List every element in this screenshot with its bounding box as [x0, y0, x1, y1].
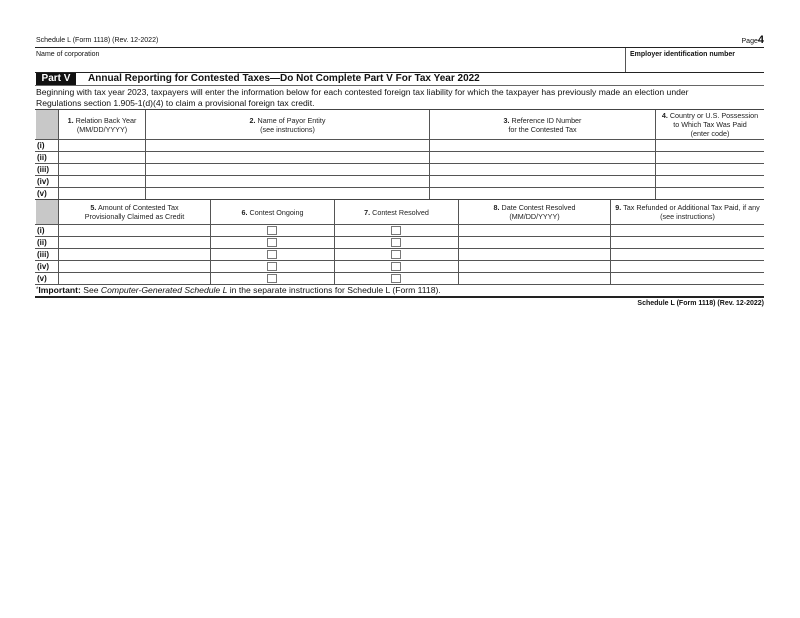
- name-of-corporation-field[interactable]: [36, 60, 624, 72]
- table2-gray-corner: [36, 200, 58, 224]
- table2-row-label: (v): [37, 274, 47, 283]
- name-of-corporation-label: Name of corporation: [36, 51, 100, 58]
- part-tag: Part V: [36, 73, 76, 85]
- table1-row-label: (ii): [37, 153, 47, 162]
- col7-header: 7. Contest Resolved: [364, 208, 429, 217]
- col3-header: 3. Reference ID Number for the Contested Tax: [503, 116, 582, 134]
- col9-header: 9. Tax Refunded or Additional Tax Paid, if any (see instructions): [615, 203, 760, 221]
- page-indicator: [742, 34, 764, 46]
- part-title: Annual Reporting for Contested Taxes—Do Not Complete Part V For Tax Year 2022: [88, 73, 480, 84]
- payor-entity-name-fields[interactable]: [146, 140, 429, 199]
- important-footnote: *Important: See Computer-Generated Schedule L in the separate instructions for Schedule L (Form 1118).: [36, 285, 441, 295]
- contest-resolved-checkbox-ii[interactable]: [391, 238, 401, 247]
- table1-row-label: (v): [37, 189, 47, 198]
- contest-resolved-checkbox-v[interactable]: [391, 274, 401, 283]
- col1-header: 1. Relation Back Year (MM/DD/YYYY): [67, 116, 137, 134]
- contest-ongoing-checkbox-v[interactable]: [267, 274, 277, 283]
- contest-ongoing-checkbox-iii[interactable]: [267, 250, 277, 259]
- table2-row-label: (i): [37, 226, 45, 235]
- table1-row-label: (i): [37, 141, 45, 150]
- table2-row-label: (iii): [37, 250, 49, 259]
- table2-row-label: (iv): [37, 262, 49, 271]
- footer-form-reference: Schedule L (Form 1118) (Rev. 12-2022): [637, 300, 764, 307]
- contest-resolved-checkbox-iv[interactable]: [391, 262, 401, 271]
- table2-row-label: (ii): [37, 238, 47, 247]
- col2-header: 2. Name of Payor Entity (see instructions): [249, 116, 326, 134]
- col5-header: 5. Amount of Contested Tax Provisionally Claimed as Credit: [84, 203, 185, 221]
- col6-header: 6. Contest Ongoing: [241, 208, 304, 217]
- col4-header: 4. Country or U.S. Possession to Which Tax Was Paid (enter code): [661, 111, 759, 138]
- table1-row-label: (iii): [37, 165, 49, 174]
- contest-ongoing-checkbox-i[interactable]: [267, 226, 277, 235]
- reference-id-fields[interactable]: [430, 140, 655, 199]
- table1-gray-corner: [36, 110, 58, 139]
- table1-row-label: (iv): [37, 177, 49, 186]
- part-intro-line2: Regulations section 1.905-1(d)(4) to claim a provisional foreign tax credit.: [36, 98, 315, 108]
- ein-label: Employer identification number: [630, 51, 736, 58]
- contested-tax-amount-fields[interactable]: [59, 225, 210, 284]
- page-number: 4: [757, 34, 764, 46]
- part-intro-line1: Beginning with tax year 2023, taxpayers will enter the information below for each contested foreign tax liability for which the taxpayer has previously made an election under: [36, 87, 689, 97]
- form-reference: Schedule L (Form 1118) (Rev. 12-2022): [36, 37, 159, 44]
- page-label: Page: [741, 38, 758, 45]
- contest-ongoing-checkbox-ii[interactable]: [267, 238, 277, 247]
- contest-resolved-checkbox-iii[interactable]: [391, 250, 401, 259]
- ein-field[interactable]: [630, 60, 764, 72]
- contest-ongoing-checkbox-iv[interactable]: [267, 262, 277, 271]
- tax-refunded-fields[interactable]: [611, 225, 764, 284]
- date-contest-resolved-fields[interactable]: [459, 225, 610, 284]
- country-code-fields[interactable]: [656, 140, 764, 199]
- col8-header: 8. Date Contest Resolved (MM/DD/YYYY): [493, 203, 576, 221]
- contest-resolved-checkbox-i[interactable]: [391, 226, 401, 235]
- relation-back-year-fields[interactable]: [59, 140, 145, 199]
